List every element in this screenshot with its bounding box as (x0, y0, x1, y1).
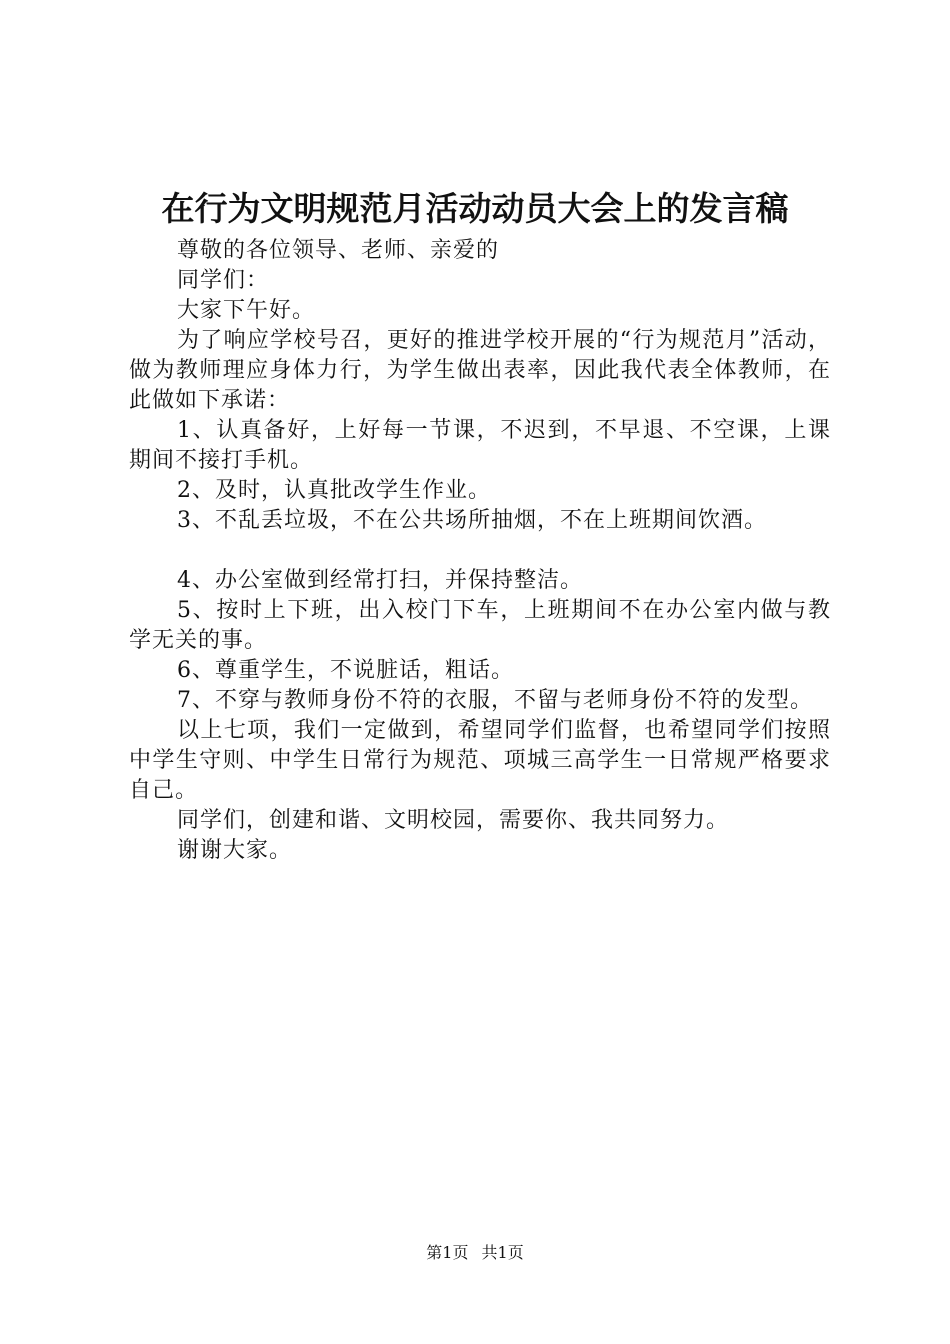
page-footer (0, 1242, 950, 1264)
pledge-item-3: 3、不乱丢垃圾，不在公共场所抽烟，不在上班期间饮酒。 (177, 508, 767, 533)
pledge-item-5: 5、按时上下班，出入校门下车，上班期间不在办公室内做与教学无关的事。 (129, 598, 831, 653)
page-total: 共1页 (481, 1243, 524, 1262)
closing-paragraph: 以上七项，我们一定做到，希望同学们监督，也希望同学们按照中学生守则、中学生日常行为规范、项城三高学生一日常规严格要求自己。 (129, 718, 831, 803)
salutation-line-2: 同学们： (177, 268, 270, 293)
document-body (129, 236, 831, 866)
greeting: 大家下午好。 (177, 298, 316, 323)
intro-paragraph: 为了响应学校号召，更好的推进学校开展的“行为规范月”活动，做为教师理应身体力行，为学生做出表率，因此我代表全体教师，在此做如下承诺： (129, 328, 831, 413)
salutation-line-1: 尊敬的各位领导、老师、亲爱的 (177, 238, 500, 263)
pledge-item-7: 7、不穿与教师身份不符的衣服，不留与老师身份不符的发型。 (177, 688, 813, 713)
call-to-action: 同学们，创建和谐、文明校园，需要你、我共同努力。 (177, 808, 730, 833)
page-number: 第1页 (426, 1243, 469, 1262)
document-title: 在行为文明规范月活动动员大会上的发言稿 (161, 189, 789, 228)
pledge-item-1: 1、认真备好，上好每一节课，不迟到，不早退、不空课，上课期间不接打手机。 (129, 418, 831, 473)
pledge-item-4: 4、办公室做到经常打扫，并保持整洁。 (177, 568, 583, 593)
pledge-item-6: 6、尊重学生，不说脏话，粗话。 (177, 658, 514, 683)
thanks-line: 谢谢大家。 (177, 838, 293, 863)
pledge-item-2: 2、及时，认真批改学生作业。 (177, 478, 491, 503)
